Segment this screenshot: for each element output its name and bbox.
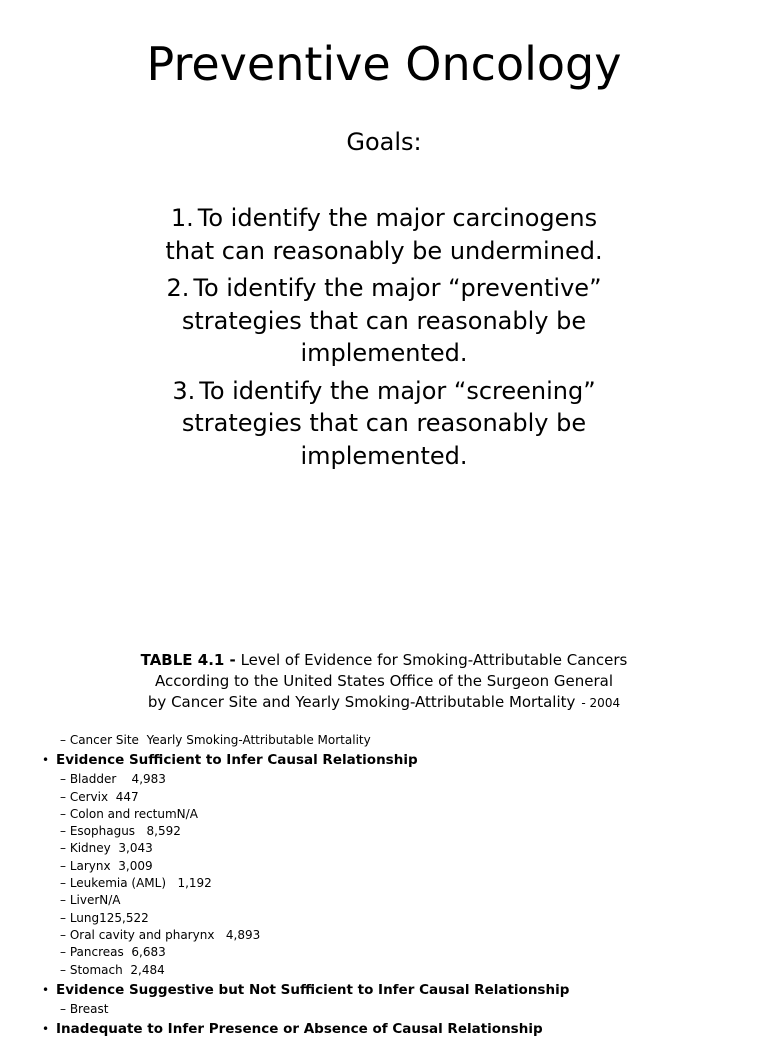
- slide-title: Preventive Oncology: [146, 37, 622, 91]
- goals-list: [130, 202, 638, 477]
- list-item: – Kidney 3,043: [42, 840, 742, 857]
- list-item: – LiverN/A: [42, 892, 742, 909]
- evidence-category: • Evidence Suggestive but Not Sufficient to Infer Causal Relationship: [42, 981, 742, 1000]
- table-label: TABLE 4.1 -: [140, 651, 236, 669]
- goal-line: To identify the major “screening”: [199, 376, 596, 405]
- list-item: – Leukemia (AML) 1,192: [42, 875, 742, 892]
- goal-line: strategies that can reasonably be: [181, 306, 587, 335]
- list-item: – Breast: [42, 1001, 742, 1018]
- goal-number: 2.: [166, 274, 190, 302]
- list-item: – Stomach 2,484: [42, 962, 742, 979]
- list-item: – Cervix 447: [42, 789, 742, 806]
- goal-line: To identify the major carcinogens: [197, 204, 598, 232]
- list-item: – Lung125,522: [42, 910, 742, 927]
- goal-line: implemented.: [300, 339, 468, 367]
- list-item: – Larynx 3,009: [42, 858, 742, 875]
- goal-line: To identify the major “preventive”: [193, 274, 602, 302]
- goal-item: [130, 272, 638, 370]
- goal-line: strategies that can reasonably be: [181, 409, 587, 437]
- list-header: – Cancer Site Yearly Smoking-Attributable Mortality: [42, 732, 742, 749]
- caption-line: by Cancer Site and Yearly Smoking-Attributable Mortality: [147, 693, 576, 711]
- goal-item: [130, 375, 638, 473]
- list-item: – Pancreas 6,683: [42, 944, 742, 961]
- evidence-category: • Inadequate to Infer Presence or Absence of Causal Relationship: [42, 1020, 742, 1039]
- evidence-category: • Evidence Sufficient to Infer Causal Relationship: [42, 751, 742, 770]
- goal-number: 3.: [172, 376, 196, 405]
- list-item: – Colon and rectumN/A: [42, 806, 742, 823]
- goals-label: Goals:: [346, 128, 422, 156]
- list-item: – Esophagus 8,592: [42, 823, 742, 840]
- goal-line: that can reasonably be undermined.: [165, 236, 603, 265]
- goal-number: 1.: [170, 204, 194, 232]
- list-item: – Bladder 4,983: [42, 771, 742, 788]
- caption-year: - 2004: [581, 696, 621, 710]
- caption-line: According to the United States Office of the Surgeon General: [154, 672, 614, 690]
- goal-line: implemented.: [300, 441, 468, 470]
- list-item: – Oral cavity and pharynx 4,893: [42, 927, 742, 944]
- caption-line: Level of Evidence for Smoking-Attributable Cancers: [240, 651, 628, 669]
- table-caption: [0, 650, 768, 714]
- goal-item: [130, 202, 638, 267]
- evidence-list: [42, 732, 742, 1040]
